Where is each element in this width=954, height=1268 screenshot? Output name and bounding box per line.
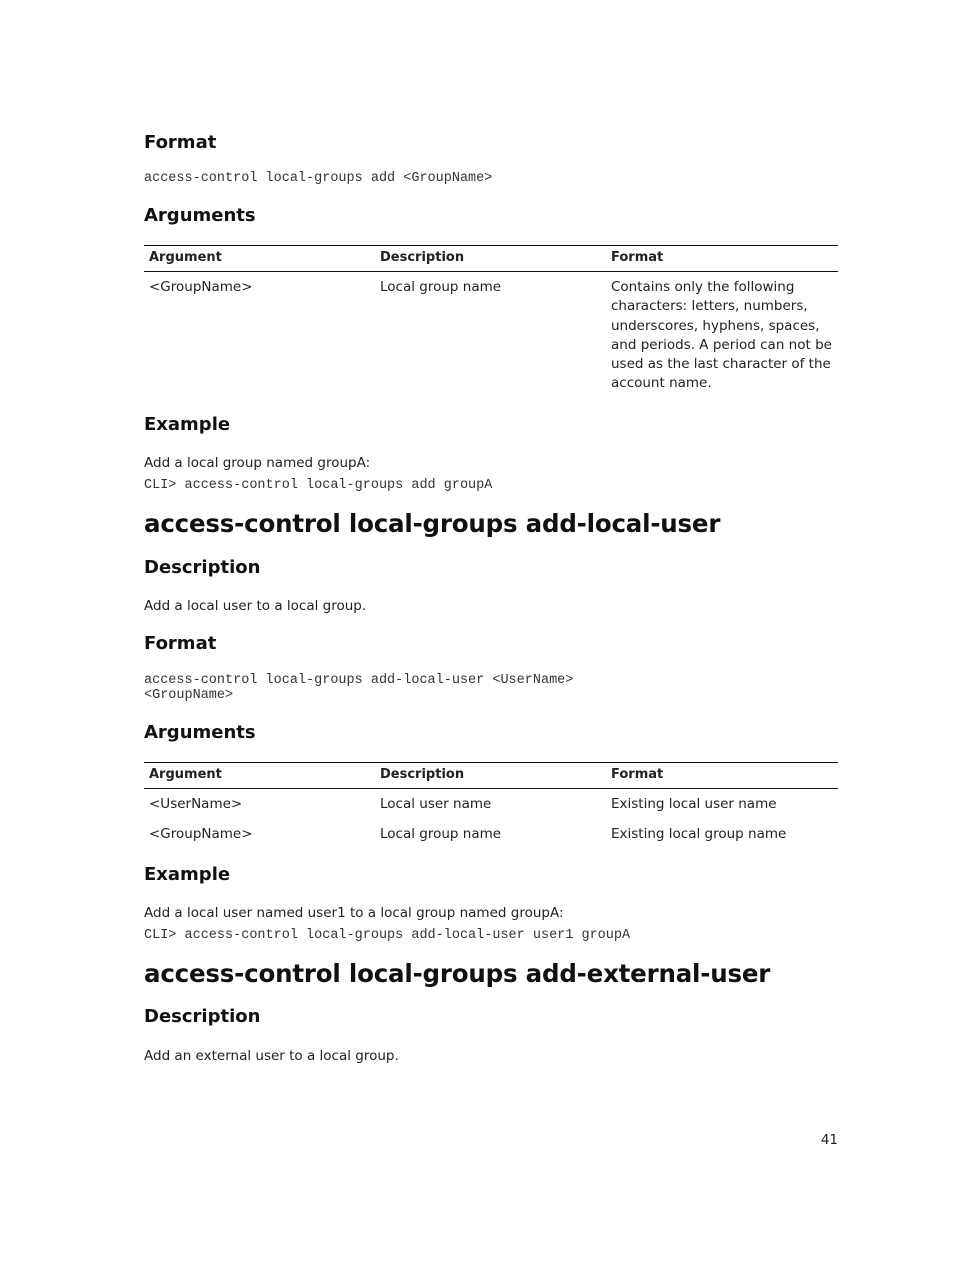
table-header-row xyxy=(144,763,838,789)
column-header: Description xyxy=(375,763,606,789)
column-header: Argument xyxy=(144,246,375,272)
format-code-line2: <GroupName> xyxy=(144,688,234,703)
column-header: Description xyxy=(375,246,606,272)
table-cell: Existing local group name xyxy=(611,826,787,843)
table-cell: Local user name xyxy=(380,796,492,812)
description-heading: Description xyxy=(144,557,261,578)
example-heading: Example xyxy=(144,864,231,885)
table-row xyxy=(144,272,838,396)
description-heading: Description xyxy=(144,1006,261,1027)
section-title-add-local-user: access-control local-groups add-local-user xyxy=(144,509,721,538)
column-header: Format xyxy=(606,246,838,272)
table-row xyxy=(144,816,838,846)
table-cell: Existing local user name xyxy=(611,796,777,812)
arguments-table xyxy=(144,245,838,396)
format-code-line1: access-control local-groups add-local-user <UserName> xyxy=(144,673,574,688)
table-cell: <GroupName> xyxy=(149,279,253,295)
arguments-table xyxy=(144,762,838,847)
description-text: Add a local user to a local group. xyxy=(144,598,367,614)
table-cell: Contains only the following characters: letters, numbers, underscores, hyphens, spaces, and periods. A period can not be used as the last character of the account name. xyxy=(611,279,832,392)
example-text: Add a local user named user1 to a local group named groupA: xyxy=(144,905,564,921)
table-cell: <UserName> xyxy=(149,796,243,812)
example-code: CLI> access-control local-groups add groupA xyxy=(144,478,493,493)
column-header: Format xyxy=(606,763,838,789)
table-cell: <GroupName> xyxy=(149,826,253,843)
section-title-add-external-user: access-control local-groups add-external-user xyxy=(144,959,771,988)
arguments-heading: Arguments xyxy=(144,722,256,743)
arguments-heading: Arguments xyxy=(144,205,256,226)
table-header-row xyxy=(144,246,838,272)
table-cell: Local group name xyxy=(380,826,502,843)
table-cell: Local group name xyxy=(380,279,502,295)
column-header: Argument xyxy=(144,763,375,789)
format-heading: Format xyxy=(144,132,217,153)
format-heading: Format xyxy=(144,633,217,654)
page-number: 41 xyxy=(820,1132,838,1148)
format-code: access-control local-groups add <GroupName> xyxy=(144,171,493,186)
table-row xyxy=(144,789,838,817)
example-text: Add a local group named groupA: xyxy=(144,455,371,471)
example-heading: Example xyxy=(144,414,231,435)
description-text: Add an external user to a local group. xyxy=(144,1048,399,1064)
example-code: CLI> access-control local-groups add-local-user user1 groupA xyxy=(144,928,631,943)
